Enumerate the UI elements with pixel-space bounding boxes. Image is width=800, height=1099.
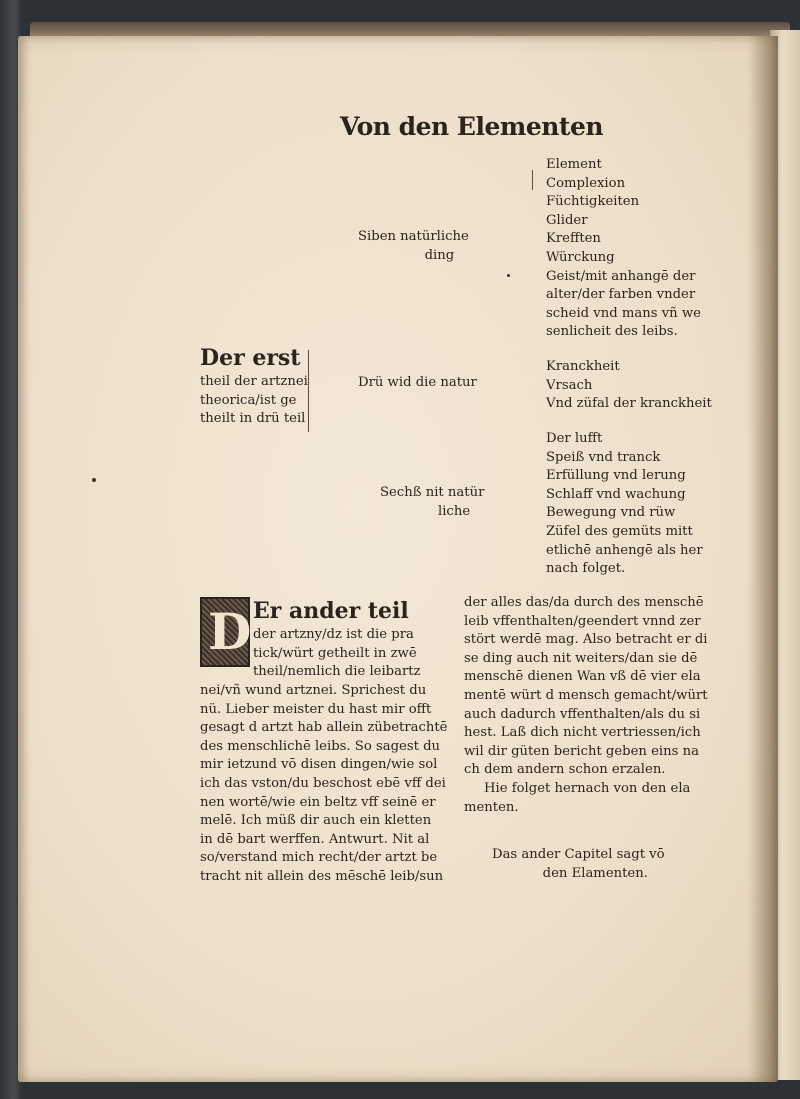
- siben-item: senlicheit des leibs.: [546, 324, 678, 340]
- siben-item: Glider: [546, 212, 588, 228]
- col1-line: in dē bart werffen. Antwurt. Nit al: [200, 831, 430, 847]
- sechs-item: etlichē anhengē als her: [546, 542, 703, 558]
- siben-item: Geist/mit anhangē der: [546, 268, 696, 284]
- col2-line: der alles das/da durch des menschē: [464, 595, 704, 610]
- col1-line: tick/würt getheilt in zwē: [253, 645, 417, 661]
- siben-item: scheid vnd mans vñ we: [546, 305, 701, 321]
- chapter-heading: [492, 846, 665, 883]
- sechs-item: Erfüllung vnd lerung: [546, 468, 686, 484]
- left-brace: [308, 350, 309, 432]
- col2-line: menschē dienen Wan vß dē vier ela: [464, 669, 701, 685]
- col2-line: ch dem andern schon erzalen.: [464, 762, 666, 778]
- col2-line: leib vffenthalten/geendert vnnd zer: [464, 613, 701, 629]
- col2-line: hest. Laß dich nicht vertriessen/ich: [464, 725, 701, 741]
- col2-line: Hie folget hernach von den ela: [484, 780, 691, 796]
- dru-item: Vnd züfal der kranckheit: [546, 396, 712, 412]
- col2-line: stört werdē mag. Also betracht er di: [464, 632, 708, 648]
- col1-line: des menschlichē leibs. So sagest du: [200, 738, 441, 754]
- dru-items: [546, 358, 712, 414]
- siben-item: Complexion: [546, 175, 626, 191]
- col2-line: se ding auch nit weiters/dan sie dē: [464, 650, 698, 666]
- col1-body: [200, 682, 447, 887]
- col2-line: menten.: [464, 799, 519, 815]
- siben-brace: [532, 170, 533, 190]
- ink-speck: [92, 478, 96, 482]
- dru-item: Vrsach: [546, 377, 593, 393]
- ink-speck: [507, 274, 510, 277]
- sechs-label: [380, 484, 484, 521]
- left-lines: [200, 373, 308, 429]
- col1-line: so/verstand mich recht/der artzt be: [200, 850, 438, 866]
- siben-items: [546, 156, 701, 342]
- siben-item: Krefften: [546, 231, 601, 247]
- siben-item: Würckung: [546, 249, 615, 265]
- sechs-item: nach folget.: [546, 561, 626, 577]
- col1-line: melē. Ich müß dir auch ein kletten: [200, 813, 432, 829]
- siben-label-line: ding: [424, 247, 455, 263]
- sechs-item: Züfel des gemüts mitt: [546, 523, 693, 539]
- initial-letter: D: [208, 602, 252, 661]
- page-title: Von den Elementen: [340, 112, 604, 141]
- sechs-item: Der lufft: [546, 431, 603, 446]
- col1-line: nei/vñ wund artznei. Sprichest du: [200, 683, 427, 698]
- siben-label-line: Siben natürliche: [358, 229, 469, 244]
- decorated-initial: [200, 597, 250, 667]
- col1-line: gesagt d artzt hab allein zübetrachtē: [200, 720, 448, 736]
- gutter-shadow: [748, 36, 778, 1082]
- chapter-line: Das ander Capitel sagt vō: [492, 847, 665, 862]
- col1-line: nen wortē/wie ein beltz vff seinē er: [200, 794, 436, 810]
- col1-line: der artzny/dz ist die pra: [253, 627, 414, 642]
- sechs-label-line: liche: [438, 503, 471, 519]
- sechs-label-line: Sechß nit natür: [380, 485, 485, 500]
- dru-label: Drü wid die natur: [358, 375, 477, 390]
- left-line: theil der artznei: [200, 374, 308, 389]
- col1-indented: [253, 626, 421, 682]
- left-line: theorica/ist ge: [200, 392, 297, 408]
- chapter-line: den Elamenten.: [542, 865, 648, 881]
- sechs-item: Speiß vnd tranck: [546, 449, 661, 465]
- sechs-item: Bewegung vnd rüw: [546, 505, 676, 521]
- col1-line: nü. Lieber meister du hast mir offt: [200, 701, 432, 717]
- col1-line: mir ietzund vō disen dingen/wie sol: [200, 757, 438, 773]
- col1-first-line: Er ander teil: [253, 598, 409, 624]
- col1-line: theil/nemlich die leibartz: [253, 664, 421, 680]
- col2-body: [464, 594, 708, 817]
- left-line: theilt in drü teil: [200, 411, 306, 427]
- col2-line: wil dir güten bericht geben eins na: [464, 743, 699, 759]
- col1-line: ich das vston/du beschost ebē vff dei: [200, 775, 446, 791]
- sechs-item: Schlaff vnd wachung: [546, 486, 686, 502]
- siben-item: Element: [546, 157, 602, 172]
- dru-item: Kranckheit: [546, 359, 620, 374]
- siben-item: alter/der farben vnder: [546, 287, 696, 303]
- left-heading: Der erst: [200, 345, 301, 371]
- siben-item: Füchtigkeiten: [546, 194, 640, 210]
- sechs-items: [546, 430, 703, 579]
- siben-label: [358, 228, 469, 265]
- col1-line: tracht nit allein des mēschē leib/sun: [200, 868, 444, 884]
- col2-line: auch dadurch vffenthalten/als du si: [464, 706, 701, 722]
- col2-line: mentē würt d mensch gemacht/würt: [464, 687, 708, 703]
